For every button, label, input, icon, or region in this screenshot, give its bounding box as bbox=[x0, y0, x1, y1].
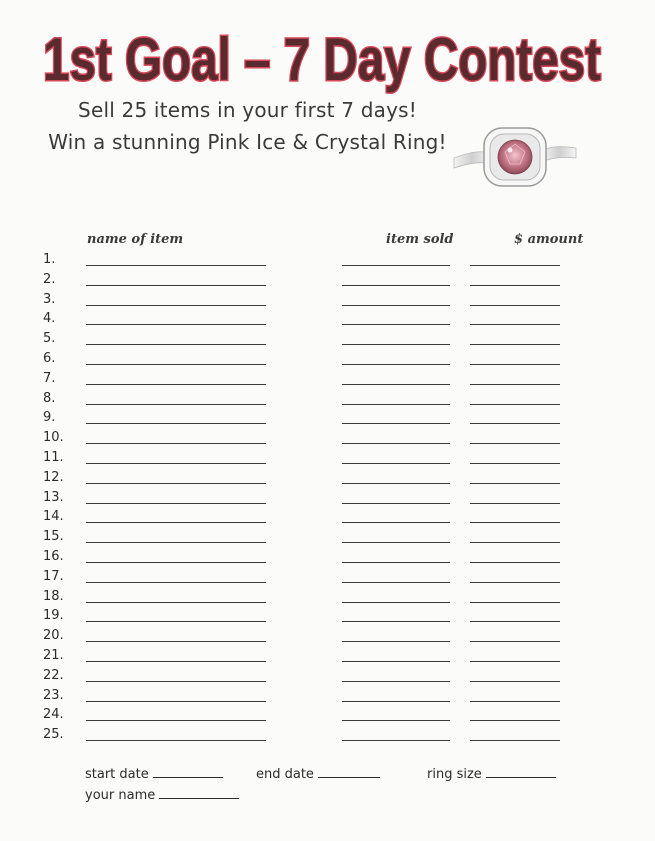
page-title bbox=[0, 22, 655, 94]
item-sold-line[interactable] bbox=[342, 641, 450, 642]
amount-line[interactable] bbox=[470, 602, 560, 603]
item-sold-line[interactable] bbox=[342, 542, 450, 543]
row-number: 11. bbox=[43, 450, 64, 465]
item-sold-line[interactable] bbox=[342, 285, 450, 286]
table-row bbox=[0, 648, 655, 668]
start-date-blank[interactable] bbox=[153, 776, 223, 778]
table-row bbox=[0, 707, 655, 727]
table-row bbox=[0, 470, 655, 490]
name-of-item-line[interactable] bbox=[86, 324, 266, 325]
amount-line[interactable] bbox=[470, 463, 560, 464]
end-date-blank[interactable] bbox=[318, 776, 380, 778]
amount-line[interactable] bbox=[470, 285, 560, 286]
name-of-item-line[interactable] bbox=[86, 681, 266, 682]
row-number: 12. bbox=[43, 469, 64, 485]
table-row bbox=[0, 351, 655, 371]
name-of-item-line[interactable] bbox=[86, 404, 266, 405]
item-sold-line[interactable] bbox=[342, 720, 450, 721]
amount-line[interactable] bbox=[470, 443, 560, 444]
item-sold-line[interactable] bbox=[342, 364, 450, 365]
row-number: 2. bbox=[43, 271, 56, 287]
item-sold-line[interactable] bbox=[342, 265, 450, 266]
table-row bbox=[0, 727, 655, 747]
item-sold-line[interactable] bbox=[342, 384, 450, 385]
item-sold-line[interactable] bbox=[342, 562, 450, 563]
amount-line[interactable] bbox=[470, 681, 560, 682]
row-number: 8. bbox=[43, 390, 56, 406]
name-of-item-line[interactable] bbox=[86, 364, 266, 365]
row-number: 19. bbox=[43, 608, 64, 624]
row-number: 9. bbox=[43, 410, 56, 426]
item-sold-line[interactable] bbox=[342, 621, 450, 622]
name-of-item-line[interactable] bbox=[86, 701, 266, 702]
table-row bbox=[0, 331, 655, 351]
table-row bbox=[0, 371, 655, 391]
row-number: 18. bbox=[43, 588, 64, 604]
row-number: 13. bbox=[43, 489, 64, 505]
amount-line[interactable] bbox=[470, 582, 560, 583]
row-number: 25. bbox=[43, 727, 64, 743]
name-of-item-line[interactable] bbox=[86, 285, 266, 286]
column-header-item-sold: item sold bbox=[386, 232, 454, 247]
table-row bbox=[0, 688, 655, 708]
ring-image bbox=[450, 118, 580, 196]
amount-line[interactable] bbox=[470, 542, 560, 543]
item-sold-line[interactable] bbox=[342, 305, 450, 306]
row-number: 23. bbox=[43, 687, 64, 703]
table-row bbox=[0, 252, 655, 272]
item-sold-line[interactable] bbox=[342, 344, 450, 345]
column-header-amount: $ amount bbox=[514, 232, 584, 247]
table-row bbox=[0, 391, 655, 411]
row-number: 14. bbox=[43, 509, 64, 525]
table-row bbox=[0, 430, 655, 450]
name-of-item-line[interactable] bbox=[86, 483, 266, 484]
table-row bbox=[0, 628, 655, 648]
item-sold-line[interactable] bbox=[342, 701, 450, 702]
row-number: 4. bbox=[43, 311, 56, 327]
amount-line[interactable] bbox=[470, 404, 560, 405]
amount-line[interactable] bbox=[470, 661, 560, 662]
item-sold-line[interactable] bbox=[342, 522, 450, 523]
item-sold-line[interactable] bbox=[342, 503, 450, 504]
name-of-item-line[interactable] bbox=[86, 542, 266, 543]
end-date-field[interactable] bbox=[256, 767, 380, 782]
amount-line[interactable] bbox=[470, 364, 560, 365]
name-of-item-line[interactable] bbox=[86, 384, 266, 385]
table-row bbox=[0, 272, 655, 292]
item-sold-line[interactable] bbox=[342, 602, 450, 603]
ring-size-blank[interactable] bbox=[486, 776, 556, 778]
name-of-item-line[interactable] bbox=[86, 265, 266, 266]
name-of-item-line[interactable] bbox=[86, 562, 266, 563]
name-of-item-line[interactable] bbox=[86, 503, 266, 504]
item-sold-line[interactable] bbox=[342, 443, 450, 444]
amount-line[interactable] bbox=[470, 562, 560, 563]
table-row bbox=[0, 569, 655, 589]
table-row bbox=[0, 292, 655, 312]
row-number: 21. bbox=[43, 648, 64, 663]
amount-line[interactable] bbox=[470, 483, 560, 484]
amount-line[interactable] bbox=[470, 423, 560, 424]
item-sold-line[interactable] bbox=[342, 423, 450, 424]
name-of-item-line[interactable] bbox=[86, 720, 266, 721]
item-sold-line[interactable] bbox=[342, 404, 450, 405]
your-name-field[interactable] bbox=[85, 788, 239, 803]
item-sold-line[interactable] bbox=[342, 582, 450, 583]
start-date-field[interactable] bbox=[85, 767, 223, 782]
amount-line[interactable] bbox=[470, 384, 560, 385]
name-of-item-line[interactable] bbox=[86, 582, 266, 583]
column-header-name: name of item bbox=[87, 232, 184, 247]
item-sold-line[interactable] bbox=[342, 463, 450, 464]
title-text: 1st Goal – 7 Day Contest bbox=[43, 26, 602, 93]
name-of-item-line[interactable] bbox=[86, 463, 266, 464]
amount-line[interactable] bbox=[470, 720, 560, 721]
row-number: 6. bbox=[43, 351, 56, 366]
start-date-label: start date bbox=[85, 767, 149, 782]
row-number: 5. bbox=[43, 331, 56, 347]
item-sold-line[interactable] bbox=[342, 740, 450, 741]
name-of-item-line[interactable] bbox=[86, 344, 266, 345]
row-number: 22. bbox=[43, 667, 64, 683]
table-row bbox=[0, 589, 655, 609]
item-sold-line[interactable] bbox=[342, 324, 450, 325]
name-of-item-line[interactable] bbox=[86, 621, 266, 622]
row-number: 24. bbox=[43, 707, 64, 723]
name-of-item-line[interactable] bbox=[86, 423, 266, 424]
name-of-item-line[interactable] bbox=[86, 602, 266, 603]
amount-line[interactable] bbox=[470, 621, 560, 622]
table-row bbox=[0, 529, 655, 549]
name-of-item-line[interactable] bbox=[86, 661, 266, 662]
row-number: 3. bbox=[43, 291, 56, 307]
name-of-item-line[interactable] bbox=[86, 740, 266, 741]
ring-size-field[interactable] bbox=[427, 767, 556, 782]
item-sold-line[interactable] bbox=[342, 661, 450, 662]
table-row bbox=[0, 450, 655, 470]
amount-line[interactable] bbox=[470, 701, 560, 702]
table-row bbox=[0, 668, 655, 688]
item-sold-line[interactable] bbox=[342, 483, 450, 484]
table-row bbox=[0, 490, 655, 510]
amount-line[interactable] bbox=[470, 305, 560, 306]
item-sold-line[interactable] bbox=[342, 681, 450, 682]
amount-line[interactable] bbox=[470, 522, 560, 523]
subtitle-line-1: Sell 25 items in your first 7 days! bbox=[78, 98, 417, 122]
amount-line[interactable] bbox=[470, 344, 560, 345]
row-number: 10. bbox=[43, 430, 64, 446]
table-row bbox=[0, 608, 655, 628]
row-number: 20. bbox=[43, 628, 64, 644]
amount-line[interactable] bbox=[470, 641, 560, 642]
name-of-item-line[interactable] bbox=[86, 443, 266, 444]
table-row bbox=[0, 410, 655, 430]
row-number: 15. bbox=[43, 529, 64, 545]
amount-line[interactable] bbox=[470, 503, 560, 504]
name-of-item-line[interactable] bbox=[86, 305, 266, 306]
amount-line[interactable] bbox=[470, 740, 560, 741]
amount-line[interactable] bbox=[470, 265, 560, 266]
amount-line[interactable] bbox=[470, 324, 560, 325]
subtitle-line-2: Win a stunning Pink Ice & Crystal Ring! bbox=[48, 130, 447, 154]
row-number: 7. bbox=[43, 370, 56, 386]
row-number: 17. bbox=[43, 568, 64, 584]
row-number: 1. bbox=[43, 252, 56, 267]
name-of-item-line[interactable] bbox=[86, 522, 266, 523]
name-of-item-line[interactable] bbox=[86, 641, 266, 642]
your-name-label: your name bbox=[85, 788, 156, 803]
row-number: 16. bbox=[43, 549, 64, 564]
table-row bbox=[0, 311, 655, 331]
table-row bbox=[0, 509, 655, 529]
your-name-blank[interactable] bbox=[159, 797, 239, 799]
ring-size-label: ring size bbox=[427, 767, 482, 782]
table-row bbox=[0, 549, 655, 569]
end-date-label: end date bbox=[256, 767, 314, 782]
